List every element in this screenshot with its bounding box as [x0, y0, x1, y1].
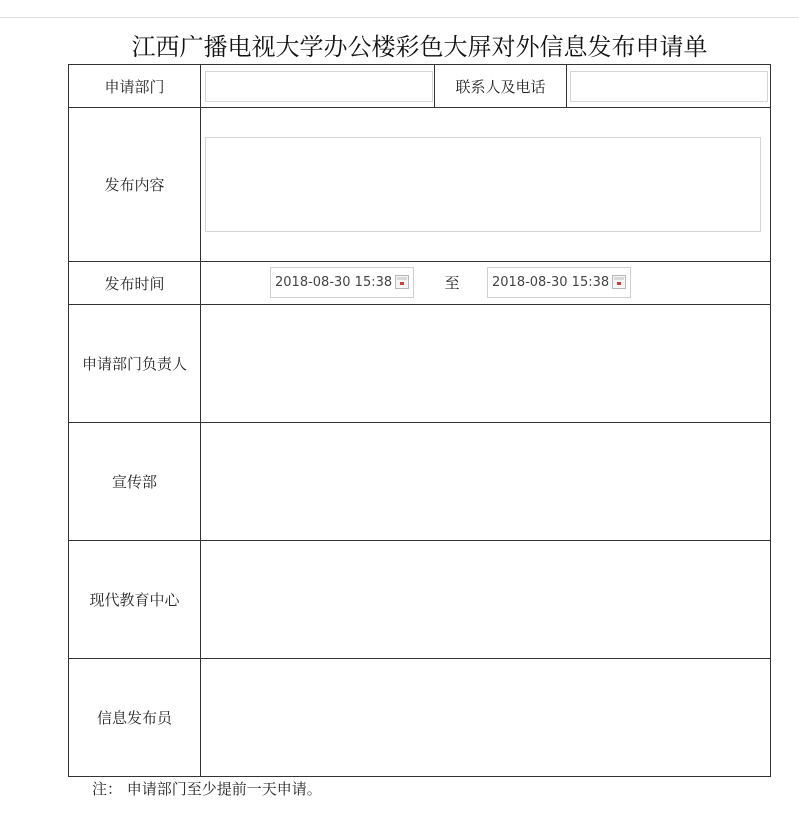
dept-input[interactable]: [205, 71, 433, 102]
edu-center-label: 现代教育中心: [69, 541, 201, 659]
row-time: [69, 262, 771, 305]
dept-label: 申请部门: [69, 65, 201, 108]
time-label: 发布时间: [69, 262, 201, 305]
page-title: 江西广播电视大学办公楼彩色大屏对外信息发布申请单: [131, 33, 708, 61]
publisher-cell: [201, 659, 771, 777]
row-dept-head: [69, 305, 771, 423]
application-form: [68, 64, 771, 777]
start-date-value: 2018-08-30 15:38: [275, 275, 393, 290]
row-publicity: [69, 423, 771, 541]
row-publisher: [69, 659, 771, 777]
calendar-icon[interactable]: [395, 275, 409, 289]
dept-cell: [201, 65, 435, 108]
date-separator: 至: [444, 274, 460, 292]
top-divider: [0, 17, 799, 18]
row-dept: [69, 65, 771, 108]
content-label: 发布内容: [69, 108, 201, 262]
contact-cell: [567, 65, 771, 108]
contact-input[interactable]: [570, 71, 768, 102]
dept-head-label: 申请部门负责人: [69, 305, 201, 423]
row-content: [69, 108, 771, 262]
content-cell: [201, 108, 771, 262]
publicity-cell: [201, 423, 771, 541]
end-date-value: 2018-08-30 15:38: [492, 275, 610, 290]
dept-head-cell: [201, 305, 771, 423]
end-date-input[interactable]: [487, 267, 631, 298]
publicity-label: 宣传部: [69, 423, 201, 541]
form-note: 注： 申请部门至少提前一天申请。: [92, 780, 322, 798]
contact-label: 联系人及电话: [435, 65, 567, 108]
start-date-input[interactable]: [270, 267, 414, 298]
time-cell: [201, 262, 771, 305]
edu-center-cell: [201, 541, 771, 659]
calendar-icon[interactable]: [612, 275, 626, 289]
publisher-label: 信息发布员: [69, 659, 201, 777]
content-textarea[interactable]: [205, 137, 761, 232]
row-edu-center: [69, 541, 771, 659]
